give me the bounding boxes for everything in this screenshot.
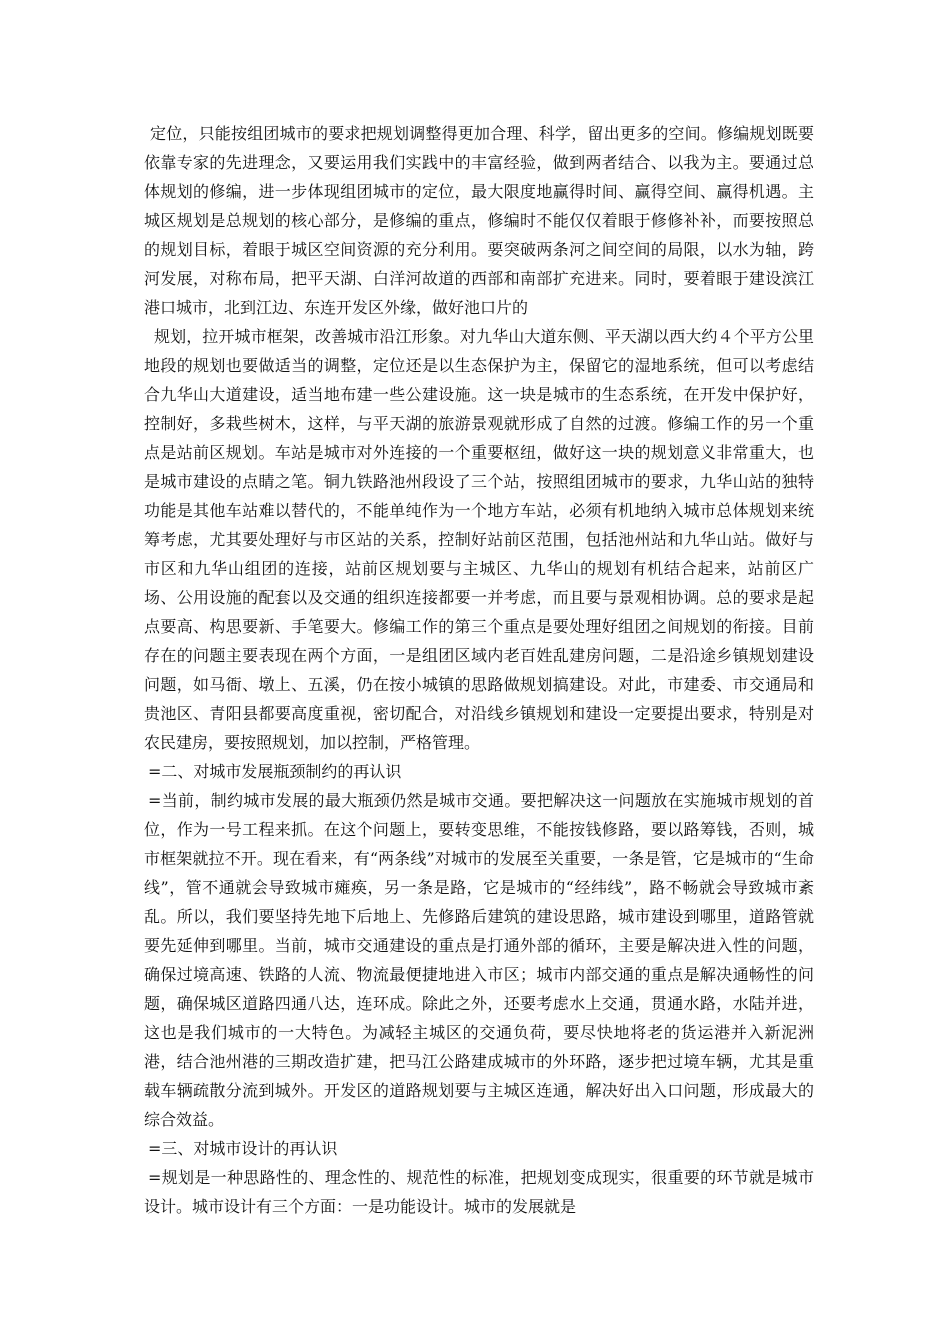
section-heading-traffic-bottleneck: =二、对城市发展瓶颈制约的再认识: [148, 762, 402, 781]
section-heading-city-design: =三、对城市设计的再认识: [148, 1139, 338, 1158]
paragraph-city-design: =规划是一种思路性的、理念性的、规范性的标准，把规划变成现实，很重要的环节就是城市设计。城市设计有三个方面：一是功能设计。城市的发展就是: [144, 1168, 814, 1216]
paragraph-station-area-planning: 规划，拉开城市框架，改善城市沿江形象。对九华山大道东侧、平天湖以西大约４个平方公里地段的规划也要做适当的调整，定位还是以生态保护为主，保留它的湿地系统，但可以考虑结合九华山大道建设，适当地布建一些公建设施。这一块是城市的生态系统，在开发中保护好，控制好，多栽些树木，这样，与平天湖的旅游景观就形成了自然的过渡。修编工作的另一个重点是站前区规划。车站是城市对外连接的一个重要枢纽，做好这一块的规划意义非常重大，也是城市建设的点睛之笔。铜九铁路池州段设了三个站，按照组团城市的要求，九华山站的独特功能是其他车站难以替代的，不能单纯作为一个地方车站，必须有机地纳入城市总体规划来统筹考虑，尤其要处理好与市区站的关系，控制好站前区范围，包括池州站和九华山站。做好与市区和九华山组团的连接，站前区规划要与主城区、九华山的规划有机结合起来，站前区广场、公用设施的配套以及交通的组织连接都要一并考虑，而且要与景观相协调。总的要求是起点要高、构思要新、手笔要大。修编工作的第三个重点是要处理好组团之间规划的衔接。目前存在的问题主要表现在两个方面，一是组团区域内老百姓乱建房问题，二是沿途乡镇规划建设问题，如马衙、墩上、五溪，仍在按小城镇的思路做规划搞建设。对此，市建委、市交通局和贵池区、青阳县都要高度重视，密切配合，对沿线乡镇规划和建设一定要提出要求，特别是对农民建房，要按照规划，加以控制，严格管理。: [144, 327, 814, 752]
paragraph-city-traffic: =当前，制约城市发展的最大瓶颈仍然是城市交通。要把解决这一问题放在实施城市规划的首位，作为一号工程来抓。在这个问题上，要转变思维，不能按钱修路，要以路筹钱，否则，城市框架就拉不开。现在看来，有“两条线”对城市的发展至关重要，一条是管，它是城市的“生命线”，管不通就会导致城市瘫痪，另一条是路，它是城市的“经纬线”，路不畅就会导致城市紊乱。所以，我们要坚持先地下后地上、先修路后建筑的建设思路，城市建设到哪里，道路管就要先延伸到哪里。当前，城市交通建设的重点是打通外部的循环，主要是解决进入性的问题，确保过境高速、铁路的人流、物流最便捷地进入市区；城市内部交通的重点是解决通畅性的问题，确保城区道路四通八达，连环成。除此之外，还要考虑水上交通，贯通水路，水陆并进，这也是我们城市的一大特色。为减轻主城区的交通负荷，要尽快地将老的货运港并入新泥洲港，结合池州港的三期改造扩建，把马江公路建成城市的外环路，逐步把过境车辆，尤其是重载车辆疏散分流到城外。开发区的道路规划要与主城区连通，解决好出入口问题，形成最大的综合效益。: [144, 791, 814, 1129]
document-body: [144, 119, 814, 1221]
paragraph-planning-revision: 定位，只能按组团城市的要求把规划调整得更加合理、科学，留出更多的空间。修编规划既要依靠专家的先进理念，又要运用我们实践中的丰富经验，做到两者结合、以我为主。要通过总体规划的修编，进一步体现组团城市的定位，最大限度地赢得时间、赢得空间、赢得机遇。主城区规划是总规划的核心部分，是修编的重点，修编时不能仅仅着眼于修修补补，而要按照总的规划目标，着眼于城区空间资源的充分利用。要突破两条河之间空间的局限，以水为轴，跨河发展，对称布局，把平天湖、白洋河故道的西部和南部扩充进来。同时，要着眼于建设滨江港口城市，北到江边、东连开发区外缘，做好池口片的: [144, 124, 814, 317]
